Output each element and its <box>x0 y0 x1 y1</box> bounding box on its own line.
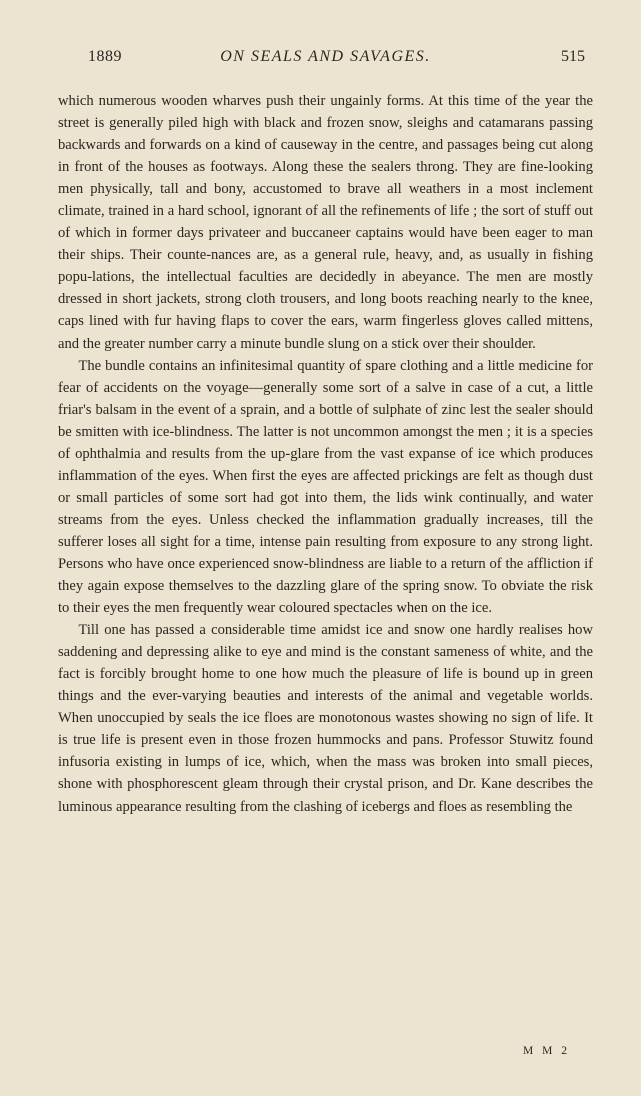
body-text <box>58 90 593 818</box>
paragraph-1: which numerous wooden wharves push their ungainly forms. At this time of the year the street is generally piled high with black and frozen snow, sleighs and catamarans passing backwards and forwards on a kind of causeway in the centre, and passages being cut along in front of the houses as footways. Along these the sealers throng. They are fine-looking men physically, tall and bony, accustomed to brave all weathers in a most inclement climate, trained in a hard school, ignorant of all the refinements of life ; the sort of stuff out of which in former days privateer and buccaneer captains would have been eager to man their ships. Their counte-nances are, as a general rule, heavy, and, as usually in fishing popu-lations, the intellectual faculties are decidedly in abeyance. The men are mostly dressed in short jackets, strong cloth trousers, and long boots reaching nearly to the knee, caps lined with fur having flaps to cover the ears, warm fingerless gloves called mittens, and the greater number carry a minute bundle slung on a stick over their shoulder. <box>58 93 593 352</box>
paragraph-2: The bundle contains an infinitesimal quantity of spare clothing and a little medicine for fear of accidents on the voyage—generally some sort of a salve in case of a cut, a little friar's balsam in the event of a sprain, and a bottle of sulphate of zinc lest the sealer should be smitten with ice-blindness. The latter is not uncommon amongst the men ; it is a species of ophthalmia and results from the up-glare from the vast expanse of ice which produces inflammation of the eyes. When first the eyes are affected prickings are felt as though dust or small particles of some sort had got into them, the lids wink continually, and water streams from the eyes. Unless checked the inflammation gradually increases, till the sufferer loses all sight for a time, intense pain resulting from exposure to any strong light. Persons who have once experienced snow-blindness are liable to a return of the affliction if they again expose themselves to the dazzling glare of the spring snow. To obviate the risk to their eyes the men frequently wear coloured spectacles when on the ice. <box>58 357 593 617</box>
header-title: ON SEALS AND SAVAGES. <box>220 48 431 65</box>
header-year: 1889 <box>88 48 122 65</box>
running-header <box>58 48 593 78</box>
paragraph-3: Till one has passed a considerable time amidst ice and snow one hardly realises how saddening and depressing alike to eye and mind is the constant sameness of white, and the fact is forcibly brought home to one how much the pleasure of life is bound up in green things and the ever-varying beauties and interests of the animal and vegetable worlds. When unoccupied by seals the ice floes are monotonous wastes showing no sign of life. It is true life is present even in those frozen hummocks and pans. Professor Stuwitz found infusoria existing in lumps of ice, which, when the mass was broken into small pieces, shone with phosphorescent gleam through their crystal prison, and Dr. Kane describes the luminous appearance resulting from the clashing of icebergs and floes as resembling the <box>58 622 593 815</box>
signature-mark: M M 2 <box>523 1045 570 1057</box>
page-number: 515 <box>561 48 585 65</box>
